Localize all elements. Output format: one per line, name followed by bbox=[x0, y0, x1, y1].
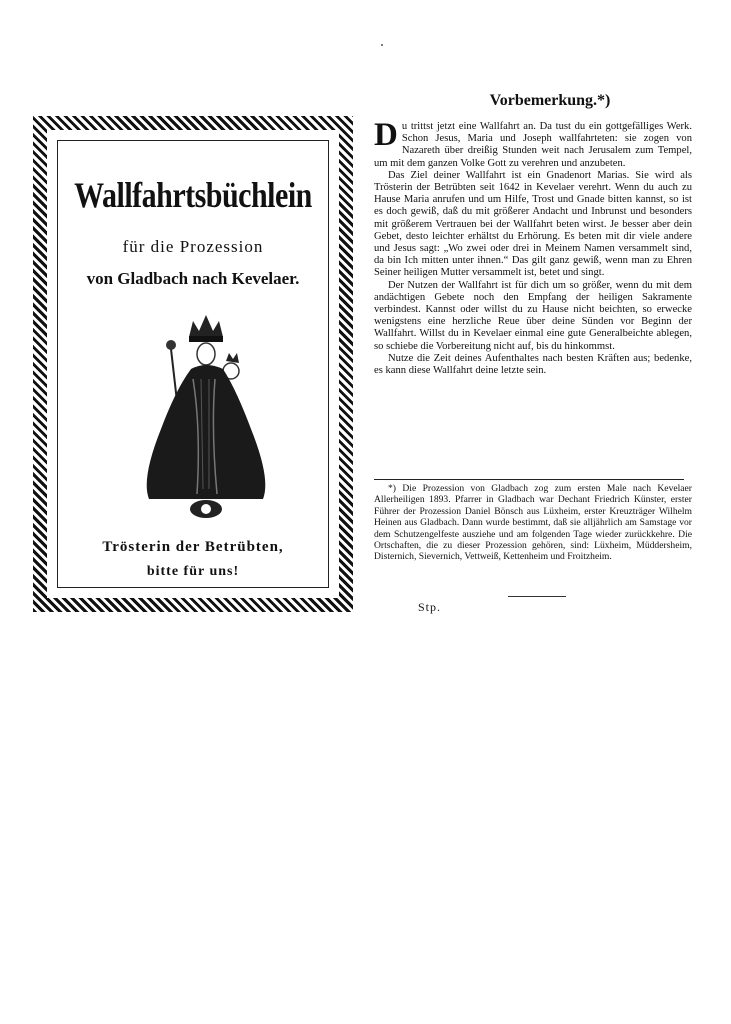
signature-line bbox=[508, 596, 566, 597]
cover-subtitle-route: von Gladbach nach Kevelaer. bbox=[86, 269, 300, 288]
signature: Stp. bbox=[418, 600, 442, 614]
cover-prayer-line1: Trösterin der Betrübten, bbox=[102, 539, 284, 555]
madonna-image bbox=[131, 309, 281, 524]
footnote bbox=[374, 483, 692, 563]
cover-prayer-line2: bitte für uns! bbox=[146, 564, 240, 579]
cover-subtitle: für die Prozession bbox=[122, 237, 264, 256]
preface-paragraph: Nutze die Zeit deines Aufenthaltes nach besten Kräften aus; bedenke, es kann diese Wallfahrt deine letzte sein. bbox=[374, 352, 692, 377]
preface-paragraph bbox=[374, 117, 692, 170]
preface-paragraph-text: u trittst jetzt eine Wallfahrt an. Da tust du ein gottgefälliges Werk. Schon Jesus, Maria und Joseph wallfahrteten: sie zogen von Nazareth über dreißig Stunden weit nach Jerusalem zum Tempel, um mit dem ganzen Volke Gott zu verehren und anzubeten. bbox=[374, 121, 692, 169]
preface-heading: Vorbemerkung.*) bbox=[489, 92, 611, 109]
footnote-text: *) Die Prozession von Gladbach zog zum ersten Male nach Kevelaer Allerheiligen 1893. Pfarrer in Gladbach war Dechant Friedrich Künster, erster Führer der Prozession Daniel Bönsch aus Lüxheim, erster Kreuzträger Wilhelm Heinen aus Gladbach. Dann wurde bestimmt, daß sie alljährlich am Samstage vor dem Schutzengelfeste ausziehe und am folgenden Tage wieder zurückkehre. Die Ortschaften, die zu dieser Prozession gehören, sind: Lüxheim, Müddersheim, Disternich, Sievernich, Vettweiß, Kettenheim und Froitzheim. bbox=[374, 483, 692, 563]
preface-body bbox=[374, 117, 692, 377]
cover-page bbox=[33, 116, 353, 612]
cover-title: Wallfahrtsbüchlein bbox=[74, 175, 312, 216]
preface-paragraph: Das Ziel deiner Wallfahrt ist ein Gnadenort Marias. Sie wird als Trösterin der Betrübten seit 1642 in Kevelaer verehrt. Wenn du auch zu Hause Maria anrufen und um Hilfe, Trost und Gnade bitten kannst, so ist es doch gewiß, daß du mit größerer Andacht und Inbrunst und besonders mit größerem Vertrauen bei der Wallfahrt beten wirst. Je besser aber dein Gebet, desto leichter erhältst du Erhörung. Es beten mit dir viele andere und Jesus sagt: „Wo zwei oder drei in Meinem Namen versammelt sind, da bin Ich mitten unter ihnen.“ Das gilt ganz gewiß, wenn man zu Ehren Seiner heiligen Mutter versammelt ist, betet und singt. bbox=[374, 169, 692, 279]
scan-speck bbox=[381, 44, 383, 46]
cover-frame bbox=[57, 140, 329, 588]
footnote-divider bbox=[374, 479, 684, 480]
drop-cap: D bbox=[374, 117, 398, 153]
preface-paragraph: Der Nutzen der Wallfahrt ist für dich um so größer, wenn du mit dem andächtigen Gebete noch den Empfang der heiligen Sakramente verbindest. Kannst oder willst du zu Hause nicht beichten, so erwecke wenigstens eine herzliche Reue über deine Sünden vor Beginn der Wallfahrt. Willst du in Kevelaer einmal eine gute Generalbeichte ablegen, so schiebe die Vorbereitung nicht auf, bis du hinkommst. bbox=[374, 279, 692, 352]
